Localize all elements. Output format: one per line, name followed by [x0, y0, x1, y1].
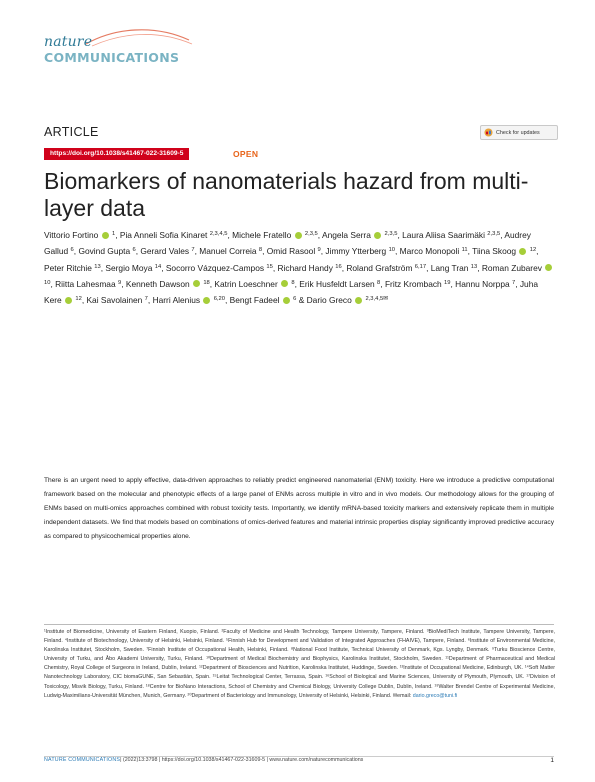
orcid-icon[interactable] — [545, 264, 552, 271]
logo-communications-text: COMMUNICATIONS — [44, 50, 180, 65]
author-affiliation: 13 — [470, 263, 478, 270]
author-list: Vittorio Fortino $^1$, Pia Anneli Sofia Kinaret $^{2,3,4,5}$, Michele Fratello $^{2,3,5}$, Angela Serra $^{2,3,5}$, Laura Aliisa Saarimäki $^{2,3,5}$, Audrey Gallud $^6$, Govind Gupta $^6$, Gerard Vales $^7$, Manuel Correia $^8$, Omid Rasool $^9$, Jimmy Ytterberg $^{10}$, Marco Monopoli $^{11}$, Tiina Skoog $^{12}$, Peter Ritchie $^{13}$, Sergio Moya $^{14}$, Socorro Vázquez-Campos $^{15}$, Richard Handy $^{16}$, Roland Grafström $^{6,17}$, Lang Tran $^{13}$, Roman Zubarev $^{10}$, Riitta Lahesmaa $^9$, Kenneth Dawson $^{18}$, Katrin Loeschner $^8$, Erik Husfeldt Larsen $^8$, Fritz Krombach $^{19}$, Hannu Norppa $^7$, Juha Kere $^{12}$, Kai Savolainen $^7$, Harri Alenius $^{6,20}$, Bengt Fadeel $^6$ & Dario Greco $^{2,3,4,5✉}$ — [44, 227, 556, 308]
author[interactable] — [431, 263, 478, 273]
author-name: Roman Zubarev — [481, 262, 542, 273]
author-affiliation: 14 — [154, 263, 162, 270]
page-number: 1 — [550, 757, 554, 764]
footer-citation: | (2022)13:3798 | https://doi.org/10.1038/s41467-022-31609-5 | www.nature.com/naturecommunications — [120, 757, 364, 763]
article-type: ARTICLE — [44, 125, 99, 139]
footer-journal[interactable]: NATURE COMMUNICATIONS — [44, 757, 121, 763]
author[interactable] — [278, 263, 342, 273]
author[interactable] — [126, 279, 210, 289]
abstract: There is an urgent need to apply effective, data-driven approaches to reliably predict engineered nanomaterial (ENM) toxicity. Here we introduce a predictive computational framework based on the molecular and phenotypic effects of a large panel of ENMs across multiple in vitro and in vivo models. Our methodology allows for the grouping of ENMs based on multi-omics approaches combined with robust toxicity tests. Importantly, we identify mRNA-based toxicity markers and extensively replicate them in multiple independent datasets. We find that models based on combinations of omics-derived features and material intrinsic properties display significantly improved predictive accuracy as compared to physicochemical properties alone. — [44, 477, 554, 540]
check-updates-label: Check for updates — [496, 129, 540, 136]
author-name: Angela Serra — [322, 230, 371, 240]
author-name: Peter Ritchie — [44, 262, 92, 273]
author[interactable] — [472, 246, 536, 256]
affiliations-text: ¹Institute of Biomedicine, University of Eastern Finland, Kuopio, Finland. ²Faculty of Medicine and Health Technology, Tampere University, Tampere, Finland. ³BioMediTech Institute, Tampere University, Tampere, Finland. ⁴Institute of Biotechnology, University of Helsinki, Helsinki, Finland. ⁵Finnish Hub for Development and Validation of Integrated Approaches (FHAIVE), Tampere, Finland. ⁶Institute of Environmental Medicine, Karolinska Institutet, Stockholm, Sweden. ⁷Finnish Institute of Occupational Health, Helsinki, Finland. ⁸National Food Institute, Technical University of Denmark, Kgs. Lyngby, Denmark. ⁹Turku Bioscience Centre, University of Turku, and Åbo Akademi University, Turku, Finland. ¹⁰Department of Medical Biochemistry and Biophysics, Karolinska Institutet, Stockholm, Sweden. ¹¹Department of Pharmaceutical and Medical Chemistry, Royal College of Surgeons in Ireland, Dublin, Ireland. ¹²Department of Biosciences and Nutrition, Karolinska Institutet, Huddinge, Sweden. ¹³Institute of Occupational Medicine, Edinburgh, UK. ¹⁴Soft Matter Nanotechnology Laboratory, CIC biomaGUNE, San Sebastián, Spain. ¹⁵Leitat Technological Center, Terrassa, Spain. ¹⁶School of Biological and Marine Sciences, University of Plymouth, Plymouth, UK. ¹⁷Division of Toxicology, Misvik Biology, Turku, Finland. ¹⁸Centre for BioNano Interactions, School of Chemistry and Chemical Biology, University College Dublin, Dublin, Ireland. ¹⁹Walter Brendel Centre of Experimental Medicine, Ludwig-Maximilians-Universität München, Munich, Germany. ²⁰Department of Bacteriology and Immunology, University of Helsinki, Helsinki, Finland. ✉email: — [44, 629, 555, 699]
author[interactable] — [322, 230, 397, 240]
page-footer — [44, 757, 554, 763]
author[interactable] — [166, 263, 273, 273]
author[interactable] — [402, 230, 500, 240]
author-affiliation: 15 — [266, 263, 273, 270]
orcid-icon[interactable] — [65, 297, 72, 304]
orcid-icon[interactable] — [355, 297, 362, 304]
author-affiliation: 2,3,5 — [304, 231, 318, 237]
author-name: Sergio Moya — [105, 262, 153, 273]
author-name: Fritz Krombach — [384, 278, 442, 289]
author[interactable] — [153, 295, 225, 305]
author-name: Pia Anneli Sofia Kinaret — [119, 230, 208, 240]
author-name: Socorro Vázquez-Campos — [165, 262, 265, 273]
orcid-icon[interactable] — [374, 232, 381, 239]
author[interactable] — [307, 295, 388, 305]
author[interactable] — [267, 246, 321, 256]
author-affiliation: 6 — [70, 247, 74, 254]
author-affiliation: 16 — [335, 263, 342, 270]
author-name: Tiina Skoog — [472, 246, 517, 257]
author-name: Michele Fratello — [232, 230, 292, 240]
author-name: Omid Rasool — [266, 246, 316, 257]
author[interactable] — [44, 263, 101, 273]
author-affiliation: 6 — [293, 296, 297, 303]
author[interactable] — [325, 246, 395, 256]
author[interactable] — [44, 230, 115, 240]
open-access-badge: OPEN — [233, 149, 259, 159]
author[interactable] — [299, 279, 380, 289]
author-affiliation: 1 — [111, 231, 116, 237]
author-name: Marco Monopoli — [399, 246, 460, 257]
author-name: Riitta Lahesmaa — [55, 278, 116, 289]
author-affiliation: 2,3,5 — [384, 231, 398, 237]
author-name: Bengt Fadeel — [229, 295, 280, 306]
author-name: Lang Tran — [430, 262, 469, 273]
check-updates-icon — [484, 128, 493, 137]
orcid-icon[interactable] — [295, 232, 302, 239]
author-name: Harri Alenius — [152, 295, 201, 306]
author[interactable] — [78, 246, 135, 256]
logo-swirl-icon — [84, 26, 194, 48]
author-name: Richard Handy — [277, 262, 333, 273]
author-name: Govind Gupta — [78, 246, 131, 257]
logo-nature-text: nature — [44, 34, 93, 50]
author-name: Audrey Gallud — [44, 230, 531, 257]
author-affiliation: 7 — [144, 296, 148, 303]
author[interactable] — [140, 246, 194, 256]
author-affiliation: 7 — [191, 247, 195, 254]
author-affiliation: 2,3,5 — [487, 231, 501, 237]
author-affiliation: 6,20 — [213, 296, 225, 303]
author-affiliation: 19 — [444, 279, 451, 286]
author-affiliation: 9 — [317, 247, 321, 254]
author-name: Juha Kere — [44, 278, 539, 306]
author[interactable] — [346, 263, 426, 273]
author-affiliation: 2,3,4,5 — [209, 231, 228, 237]
orcid-icon[interactable] — [193, 280, 200, 287]
affiliation-divider — [44, 624, 554, 625]
orcid-icon[interactable] — [203, 297, 210, 304]
author-affiliation: 12 — [75, 296, 82, 303]
author-name: Kenneth Dawson — [125, 278, 190, 289]
author[interactable] — [232, 230, 318, 240]
author-affiliation: 8 — [258, 247, 263, 254]
author-name: Hannu Norppa — [455, 278, 510, 289]
author-affiliation: 12 — [529, 247, 537, 254]
author[interactable] — [455, 279, 515, 289]
author[interactable] — [55, 279, 121, 289]
author-affiliation: 18 — [203, 279, 210, 286]
author-name: Gerard Vales — [140, 246, 190, 257]
author-name: Vittorio Fortino — [44, 230, 99, 240]
author-name: Laura Aliisa Saarimäki — [402, 230, 485, 240]
author-name: Roland Grafström — [346, 262, 413, 273]
author-affiliation: 13 — [94, 263, 101, 270]
orcid-icon[interactable] — [283, 297, 290, 304]
author[interactable] — [214, 279, 294, 289]
author-name: Dario Greco — [306, 295, 352, 306]
orcid-icon[interactable] — [102, 232, 109, 239]
doi-link[interactable]: https://doi.org/10.1038/s41467-022-31609-5 — [44, 148, 189, 160]
author[interactable] — [105, 263, 161, 273]
author-affiliation: 8 — [291, 279, 295, 286]
author[interactable] — [385, 279, 451, 289]
author[interactable] — [120, 230, 228, 240]
author-affiliation: 9 — [117, 279, 122, 286]
author-affiliation: 10 — [388, 247, 396, 254]
author-name: Erik Husfeldt Larsen — [299, 278, 375, 289]
author-affiliation: 7 — [511, 279, 516, 286]
author-affiliation: 10 — [44, 279, 51, 286]
author-affiliation: 6,17 — [414, 263, 427, 270]
author-affiliation: 2,3,4,5✉ — [365, 296, 389, 303]
affiliations — [44, 628, 555, 701]
author[interactable] — [199, 246, 262, 256]
journal-logo — [44, 34, 184, 76]
orcid-icon[interactable] — [281, 280, 288, 287]
author-name: Jimmy Ytterberg — [325, 246, 387, 257]
author-affiliation: 6 — [132, 247, 136, 254]
author-affiliation: 8 — [377, 279, 381, 286]
author-name: Katrin Loeschner — [214, 278, 278, 289]
corresponding-email[interactable]: dario.greco@tuni.fi — [412, 692, 458, 699]
author[interactable] — [230, 295, 297, 305]
author[interactable] — [400, 246, 468, 256]
author-name: Kai Savolainen — [86, 295, 143, 306]
author-name: Manuel Correia — [199, 246, 257, 257]
article-title: Biomarkers of nanomaterials hazard from multi-layer data — [44, 168, 529, 221]
orcid-icon[interactable] — [519, 248, 526, 255]
author[interactable] — [86, 295, 147, 305]
check-for-updates-button[interactable] — [480, 125, 558, 140]
author-affiliation: 11 — [461, 247, 468, 254]
